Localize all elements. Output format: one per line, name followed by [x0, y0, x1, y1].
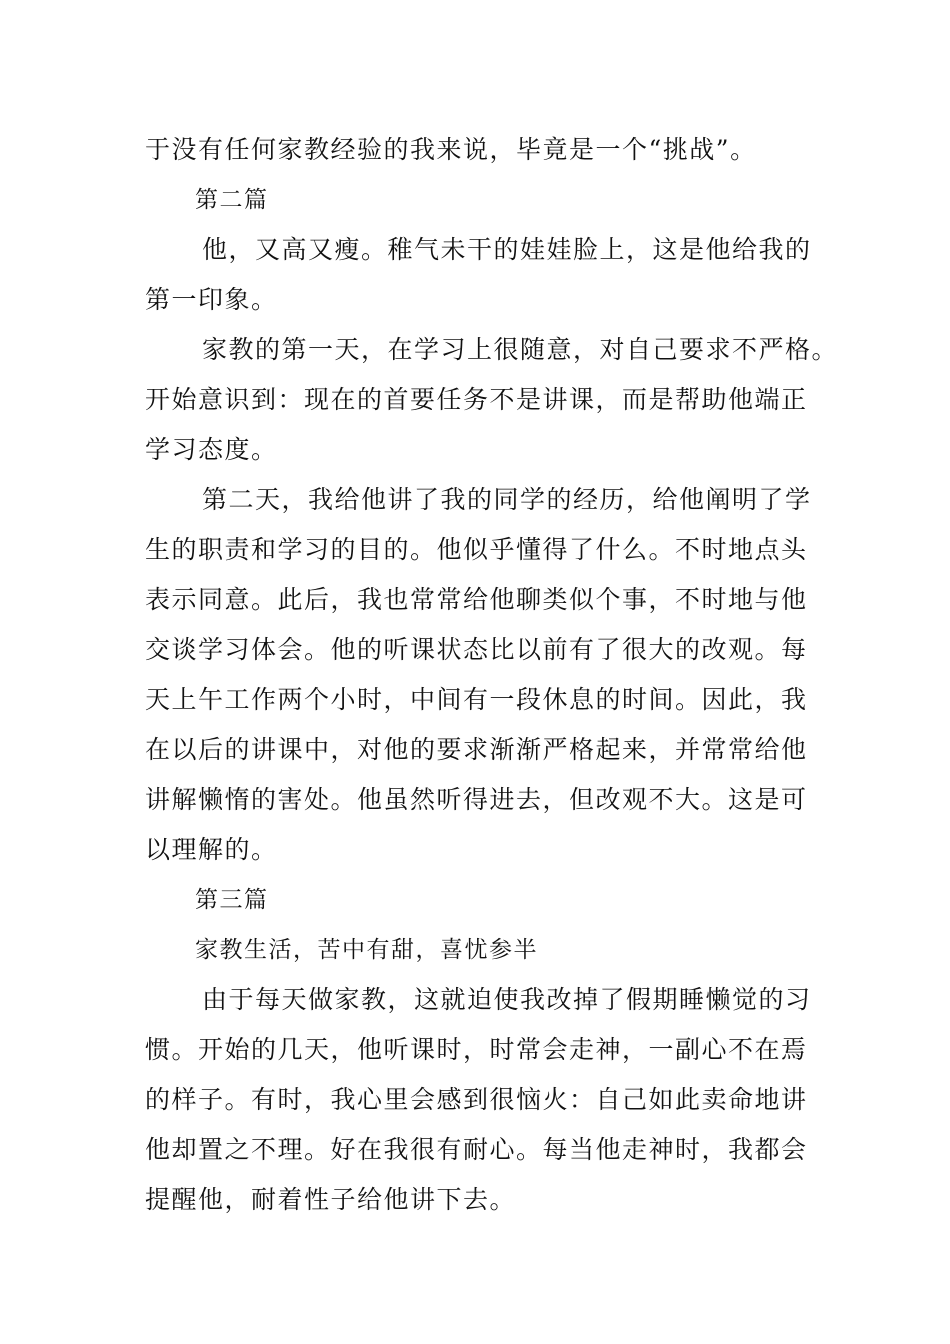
document-body — [145, 125, 839, 1225]
text-line: 生的职责和学习的目的。他似乎懂得了什么。不时地点头 — [145, 535, 808, 564]
text-line: 以理解的。 — [145, 835, 278, 864]
text-line: 学习态度。 — [145, 435, 278, 464]
section-heading: 第二篇 — [195, 187, 269, 213]
paragraph-first-line: 由于每天做家教，这就迫使我改掉了假期睡懒觉的习 — [202, 985, 812, 1014]
text-line: 惯。开始的几天，他听课时，时常会走神，一副心不在焉 — [145, 1035, 808, 1064]
text-line: 天上午工作两个小时，中间有一段休息的时间。因此，我 — [145, 685, 808, 714]
text-line: 第一印象。 — [145, 285, 278, 314]
paragraph-first-line: 第二天，我给他讲了我的同学的经历，给他阐明了学 — [202, 485, 812, 514]
text-line: 他却置之不理。好在我很有耐心。每当他走神时，我都会 — [145, 1135, 808, 1164]
text-line: 的样子。有时，我心里会感到很恼火：自己如此卖命地讲 — [145, 1085, 808, 1114]
text-line: 开始意识到：现在的首要任务不是讲课，而是帮助他端正 — [145, 385, 808, 414]
text-line: 表示同意。此后，我也常常给他聊类似个事，不时地与他 — [145, 585, 808, 614]
section-heading: 第三篇 — [195, 887, 269, 913]
text-line: 在以后的讲课中，对他的要求渐渐严格起来，并常常给他 — [145, 735, 808, 764]
text-line: 提醒他，耐着性子给他讲下去。 — [145, 1185, 517, 1214]
section-subtitle: 家教生活，苦中有甜，喜忧参半 — [195, 937, 538, 963]
text-line: 交谈学习体会。他的听课状态比以前有了很大的改观。每 — [145, 635, 808, 664]
text-line: 讲解懒惰的害处。他虽然听得进去，但改观不大。这是可 — [145, 785, 808, 814]
paragraph-first-line: 家教的第一天，在学习上很随意，对自己要求不严格。 — [202, 335, 839, 364]
text-line: 于没有任何家教经验的我来说，毕竟是一个“挑战”。 — [145, 135, 757, 164]
paragraph-first-line: 他，又高又瘦。稚气未干的娃娃脸上，这是他给我的 — [202, 235, 812, 264]
